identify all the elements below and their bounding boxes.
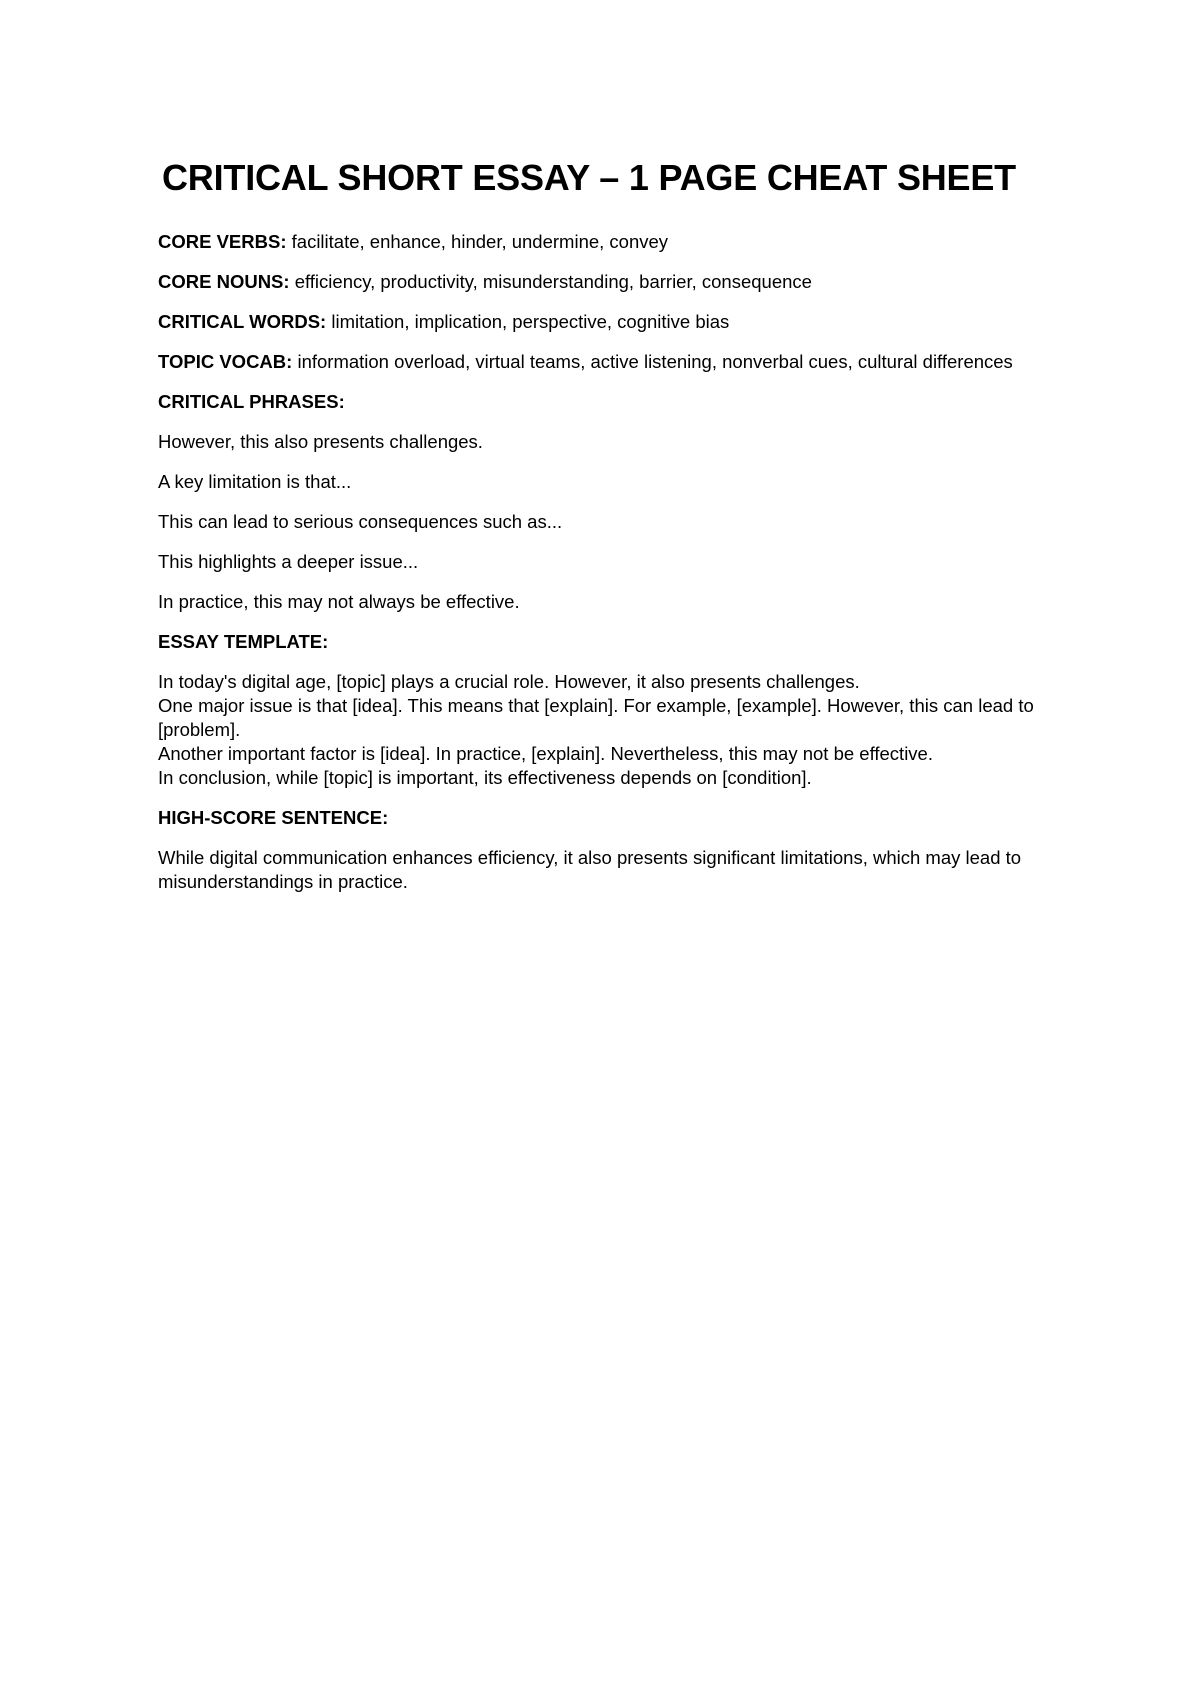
essay-template-block [158, 670, 1058, 790]
high-score-sentence-heading: HIGH-SCORE SENTENCE: [158, 807, 389, 828]
high-score-sentence-text: While digital communication enhances efficiency, it also presents significant limitations, which may lead to misunderstandings in practice. [158, 847, 1022, 892]
topic-vocab-line [158, 350, 1058, 374]
document-content [158, 156, 1058, 910]
critical-phrase-item: This highlights a deeper issue... [158, 551, 419, 572]
topic-vocab-text: information overload, virtual teams, active listening, nonverbal cues, cultural differences [292, 351, 1013, 372]
essay-template-line: Another important factor is [idea]. In practice, [explain]. Nevertheless, this may not be effective. [158, 743, 933, 764]
core-nouns-label: CORE NOUNS: [158, 271, 290, 292]
critical-phrase-item: In practice, this may not always be effective. [158, 591, 520, 612]
critical-words-line [158, 310, 1058, 334]
critical-phrase-item: However, this also presents challenges. [158, 431, 483, 452]
document-body [158, 230, 1058, 894]
essay-template-line: In conclusion, while [topic] is important, its effectiveness depends on [condition]. [158, 767, 812, 788]
topic-vocab-label: TOPIC VOCAB: [158, 351, 293, 372]
essay-template-line: One major issue is that [idea]. This means that [explain]. For example, [example]. However, this can lead to [problem]. [158, 695, 1034, 740]
core-nouns-text: efficiency, productivity, misunderstanding, barrier, consequence [289, 271, 812, 292]
essay-template-line: In today's digital age, [topic] plays a crucial role. However, it also presents challenges. [158, 671, 860, 692]
core-verbs-text: facilitate, enhance, hinder, undermine, convey [286, 231, 669, 252]
critical-phrases-heading: CRITICAL PHRASES: [158, 391, 345, 412]
critical-words-label: CRITICAL WORDS: [158, 311, 327, 332]
critical-phrase-item: A key limitation is that... [158, 471, 352, 492]
core-nouns-line [158, 270, 1058, 294]
critical-phrase-item: This can lead to serious consequences such as... [158, 511, 563, 532]
core-verbs-label: CORE VERBS: [158, 231, 287, 252]
core-verbs-line [158, 230, 1058, 254]
critical-words-text: limitation, implication, perspective, cognitive bias [326, 311, 730, 332]
essay-template-heading: ESSAY TEMPLATE: [158, 631, 329, 652]
document-title: CRITICAL SHORT ESSAY – 1 PAGE CHEAT SHEET [162, 157, 1016, 198]
